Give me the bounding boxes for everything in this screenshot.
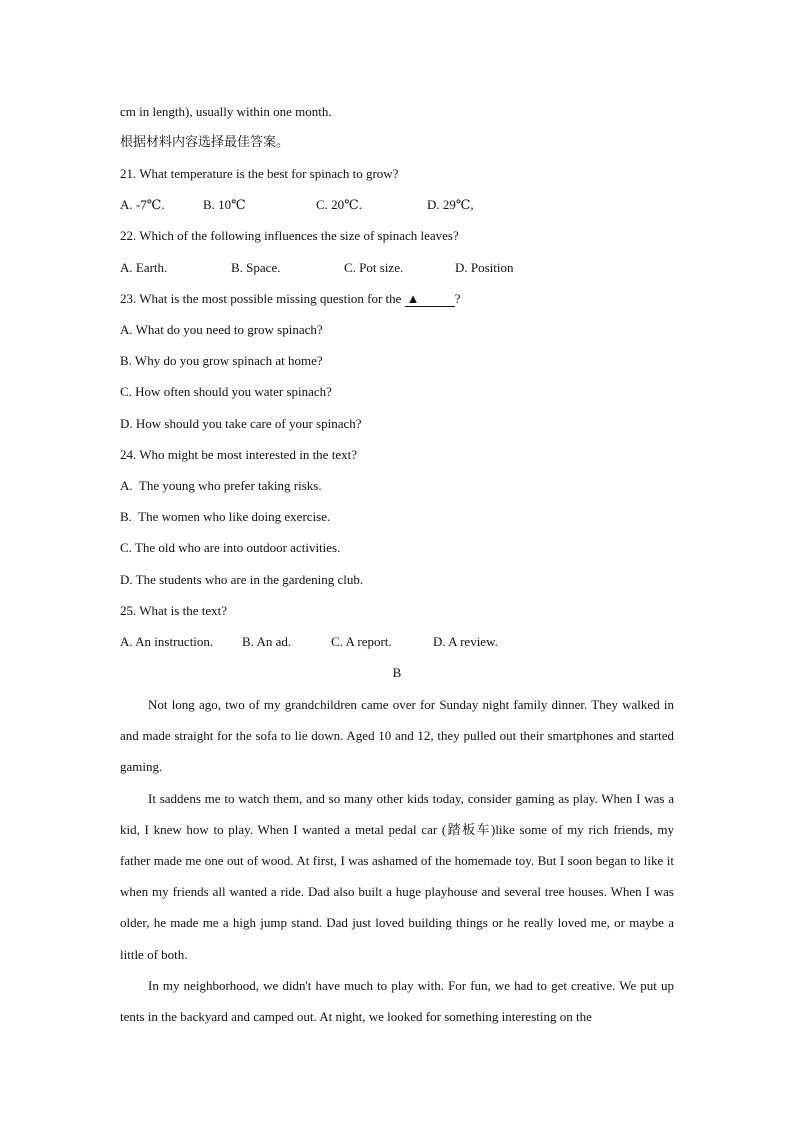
passage-paragraph-2: It saddens me to watch them, and so many other kids today, consider gaming as play. When I was a kid, I knew how to play. When I wanted a metal pedal car (踏板车)like some of my rich friends, my father made me one out of wood. At first, I was ashamed of the homemade toy. But I soon began to like it when my friends all wanted a ride. Dad also built a huge playhouse and several tree houses. When I was older, he made me a high jump stand. Dad just loved building things or he really loved me, or maybe a little of both. [120, 790, 674, 962]
question-21-option-b: B. 10℃ [203, 197, 246, 212]
passage-paragraph-3: In my neighborhood, we didn't have much to play with. For fun, we had to get creative. We put up tents in the backyard and camped out. At night, we looked for something interesting on the [120, 977, 674, 1025]
question-25-option-a: A. An instruction. [120, 634, 214, 649]
question-23-stem [120, 291, 460, 307]
question-22-option-c: C. Pot size. [344, 260, 404, 275]
question-23-stem-suffix: ? [454, 291, 461, 306]
question-22-option-d: D. Position [455, 260, 514, 275]
question-21-option-c: C. 20℃. [316, 197, 362, 212]
passage-paragraph-1: Not long ago, two of my grandchildren came over for Sunday night family dinner. They walked in and made straight for the sofa to lie down. Aged 10 and 12, they pulled out their smartphones and started gaming. [120, 697, 674, 775]
question-24-option-b: B. The women who like doing exercise. [120, 509, 331, 524]
question-25-option-c: C. A report. [331, 634, 392, 649]
instruction-text: 根据材料内容选择最佳答案。 [120, 135, 290, 150]
question-24-option-a: A. The young who prefer taking risks. [120, 478, 322, 493]
question-23-option-b: B. Why do you grow spinach at home? [120, 353, 323, 368]
triangle-marker-icon: ▲ [406, 291, 420, 306]
section-b-heading: B [392, 665, 402, 680]
continued-line: cm in length), usually within one month. [120, 104, 332, 119]
question-25-option-b: B. An ad. [242, 634, 292, 649]
question-21-option-a: A. -7℃. [120, 197, 165, 212]
question-22-stem: 22. Which of the following influences the size of spinach leaves? [120, 228, 459, 243]
question-23-option-a: A. What do you need to grow spinach? [120, 322, 323, 337]
answer-blank [405, 292, 455, 307]
question-22-option-b: B. Space. [231, 260, 281, 275]
question-23-option-d: D. How should you take care of your spinach? [120, 416, 362, 431]
question-25-option-d: D. A review. [433, 634, 498, 649]
question-21-stem: 21. What temperature is the best for spinach to grow? [120, 166, 399, 181]
question-23-stem-prefix: 23. What is the most possible missing question for the [120, 291, 402, 306]
question-23-option-c: C. How often should you water spinach? [120, 384, 332, 399]
question-24-stem: 24. Who might be most interested in the text? [120, 447, 357, 462]
question-22-option-a: A. Earth. [120, 260, 168, 275]
question-24-option-d: D. The students who are in the gardening club. [120, 572, 364, 587]
question-25-stem: 25. What is the text? [120, 603, 227, 618]
question-21-option-d: D. 29℃, [427, 197, 474, 212]
question-24-option-c: C. The old who are into outdoor activities. [120, 540, 341, 555]
section-b-passage [120, 689, 674, 1032]
